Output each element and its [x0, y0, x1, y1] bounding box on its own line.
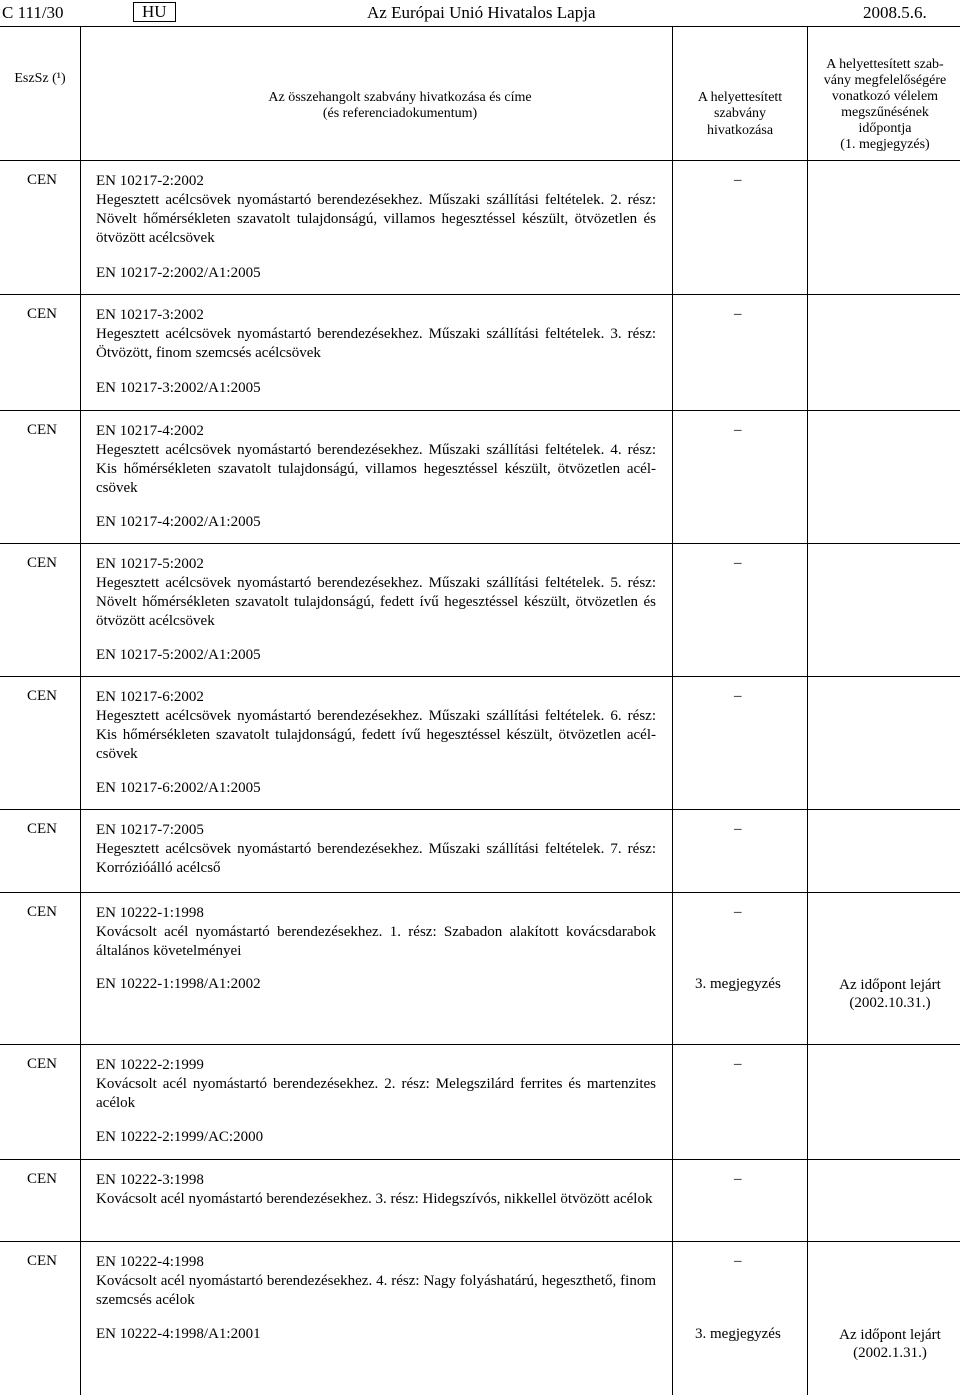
- replaced-standard: –: [734, 172, 742, 188]
- col-expiry-header-line6: (1. megjegyzés): [840, 137, 930, 152]
- amendment-ref: EN 10222-4:1998/A1:2001: [96, 1326, 261, 1342]
- standard-ref: EN 10217-3:2002: [96, 307, 204, 323]
- standard-title: Hegesztett acélcsövek nyomástartó berendezésekhez. Műszaki szállítási feltételek. 5. rész: Növelt hőmérsékleten szavatolt tulajdonságú, fedett ívű hegesztéssel készült, ötvözetlen és ötvözött acélcsövek: [96, 575, 656, 629]
- org-cell: CEN: [27, 555, 57, 571]
- table-row: [0, 294, 960, 411]
- standard-title: Kovácsolt acél nyomástartó berendezésekhez. 4. rész: Nagy folyáshatárú, hegeszthető, finom szemcsés acélok: [96, 1273, 656, 1308]
- table-row: [0, 676, 960, 810]
- amendment-ref: EN 10217-3:2002/A1:2005: [96, 380, 261, 396]
- amendment-ref: EN 10217-5:2002/A1:2005: [96, 647, 261, 663]
- publication-date: 2008.5.6.: [863, 3, 927, 22]
- standard-title: Kovácsolt acél nyomástartó berendezésekhez. 2. rész: Melegszilárd ferrites és martenzites acélok: [96, 1076, 656, 1111]
- replaced-standard: –: [734, 306, 742, 322]
- replaced-standard: –: [734, 1056, 742, 1072]
- col-replaced-header-line1: A helyettesített: [697, 90, 783, 105]
- col-expiry-header-line3: vonatkozó vélelem: [831, 89, 939, 104]
- col-expiry-header-line4: megszűnésének: [841, 105, 929, 120]
- replaced-standard: –: [734, 688, 742, 704]
- amendment-ref: EN 10222-2:1999/AC:2000: [96, 1129, 264, 1145]
- amendment-ref: EN 10222-1:1998/A1:2002: [96, 976, 261, 992]
- standard-title: Hegesztett acélcsövek nyomástartó berendezésekhez. Műszaki szállítási feltételek. 2. rész: Növelt hőmérsékleten szavatolt tulajdonságú, villamos hegesztéssel készült, ötvözetlen és ötvözött acélcsövek: [96, 192, 656, 246]
- replaced-standard: –: [734, 422, 742, 438]
- standard-ref: EN 10217-5:2002: [96, 556, 204, 572]
- page-header: [0, 0, 960, 27]
- org-cell: CEN: [27, 422, 57, 438]
- org-cell: CEN: [27, 904, 57, 920]
- language-badge: HU: [133, 2, 176, 22]
- table-row: [0, 1044, 960, 1160]
- table-row: [0, 410, 960, 544]
- note-ref: 3. megjegyzés: [695, 1326, 781, 1342]
- standard-title: Kovácsolt acél nyomástartó berendezésekhez. 1. rész: Szabadon alakított kovácsdarabok általános követelményei: [96, 924, 656, 959]
- standard-ref: EN 10222-4:1998: [96, 1254, 204, 1270]
- col-esz-header: EszSz (¹): [14, 71, 66, 86]
- table-row: [0, 809, 960, 893]
- standard-ref: EN 10217-7:2005: [96, 822, 204, 838]
- replaced-standard: –: [734, 555, 742, 571]
- page-reference: C 111/30: [2, 3, 64, 22]
- org-cell: CEN: [27, 1056, 57, 1072]
- note-ref: 3. megjegyzés: [695, 976, 781, 992]
- org-cell: CEN: [27, 1253, 57, 1269]
- table-row: [0, 543, 960, 677]
- standard-title: Hegesztett acélcsövek nyomástartó berendezésekhez. Műszaki szállítási feltételek. 7. rész: Korrózióálló acélcső: [96, 841, 656, 876]
- org-cell: CEN: [27, 1171, 57, 1187]
- org-cell: CEN: [27, 821, 57, 837]
- table-row: [0, 892, 960, 1045]
- replaced-standard: –: [734, 904, 742, 920]
- standard-title: Hegesztett acélcsövek nyomástartó berendezésekhez. Műszaki szállítási feltételek. 6. rész: Kis hőmérsékleten szavatolt tulajdonságú, fedett ívű hegesztéssel készült, ötvözetlen acél-csövek: [96, 708, 656, 762]
- standard-ref: EN 10222-2:1999: [96, 1057, 204, 1073]
- standard-title: Hegesztett acélcsövek nyomástartó berendezésekhez. Műszaki szállítási feltételek. 4. rész: Kis hőmérsékleten szavatolt tulajdonságú, villamos hegesztéssel készült, ötvözetlen acél-csövek: [96, 442, 656, 496]
- table-row: [0, 160, 960, 295]
- standard-ref: EN 10222-1:1998: [96, 905, 204, 921]
- col-expiry-header-line2: vány megfelelőségére: [823, 73, 947, 88]
- col-expiry-header-line1: A helyettesített szab-: [826, 57, 944, 72]
- standard-title: Hegesztett acélcsövek nyomástartó berendezésekhez. Műszaki szállítási feltételek. 3. rész: Ötvözött, finom szemcsés acélcsövek: [96, 326, 656, 361]
- standard-ref: EN 10217-6:2002: [96, 689, 204, 705]
- org-cell: CEN: [27, 688, 57, 704]
- org-cell: CEN: [27, 172, 57, 188]
- amendment-ref: EN 10217-2:2002/A1:2005: [96, 265, 261, 281]
- standard-ref: EN 10217-2:2002: [96, 173, 204, 189]
- replaced-standard: –: [734, 1253, 742, 1269]
- standard-ref: EN 10217-4:2002: [96, 423, 204, 439]
- column-headers: [0, 26, 960, 161]
- standard-ref: EN 10222-3:1998: [96, 1172, 204, 1188]
- col-replaced-header-line2: szabvány hivatkozása: [706, 106, 774, 138]
- col-standard-header-line1: Az összehangolt szabvány hivatkozása és címe: [268, 90, 532, 105]
- table-row: [0, 1159, 960, 1242]
- org-cell: CEN: [27, 306, 57, 322]
- standard-title: Kovácsolt acél nyomástartó berendezésekhez. 3. rész: Hidegszívós, nikkellel ötvözött acélok: [96, 1191, 653, 1207]
- journal-title: Az Európai Unió Hivatalos Lapja: [367, 3, 596, 22]
- expiry-date: Az időpont lejárt (2002.10.31.): [839, 977, 941, 1011]
- table-row: [0, 1241, 960, 1395]
- replaced-standard: –: [734, 821, 742, 837]
- amendment-ref: EN 10217-4:2002/A1:2005: [96, 514, 261, 530]
- amendment-ref: EN 10217-6:2002/A1:2005: [96, 780, 261, 796]
- col-expiry-header-line5: időpontja: [858, 121, 912, 136]
- col-standard-header-line2: (és referenciadokumentum): [322, 106, 478, 121]
- replaced-standard: –: [734, 1171, 742, 1187]
- expiry-date: Az időpont lejárt (2002.1.31.): [839, 1327, 941, 1361]
